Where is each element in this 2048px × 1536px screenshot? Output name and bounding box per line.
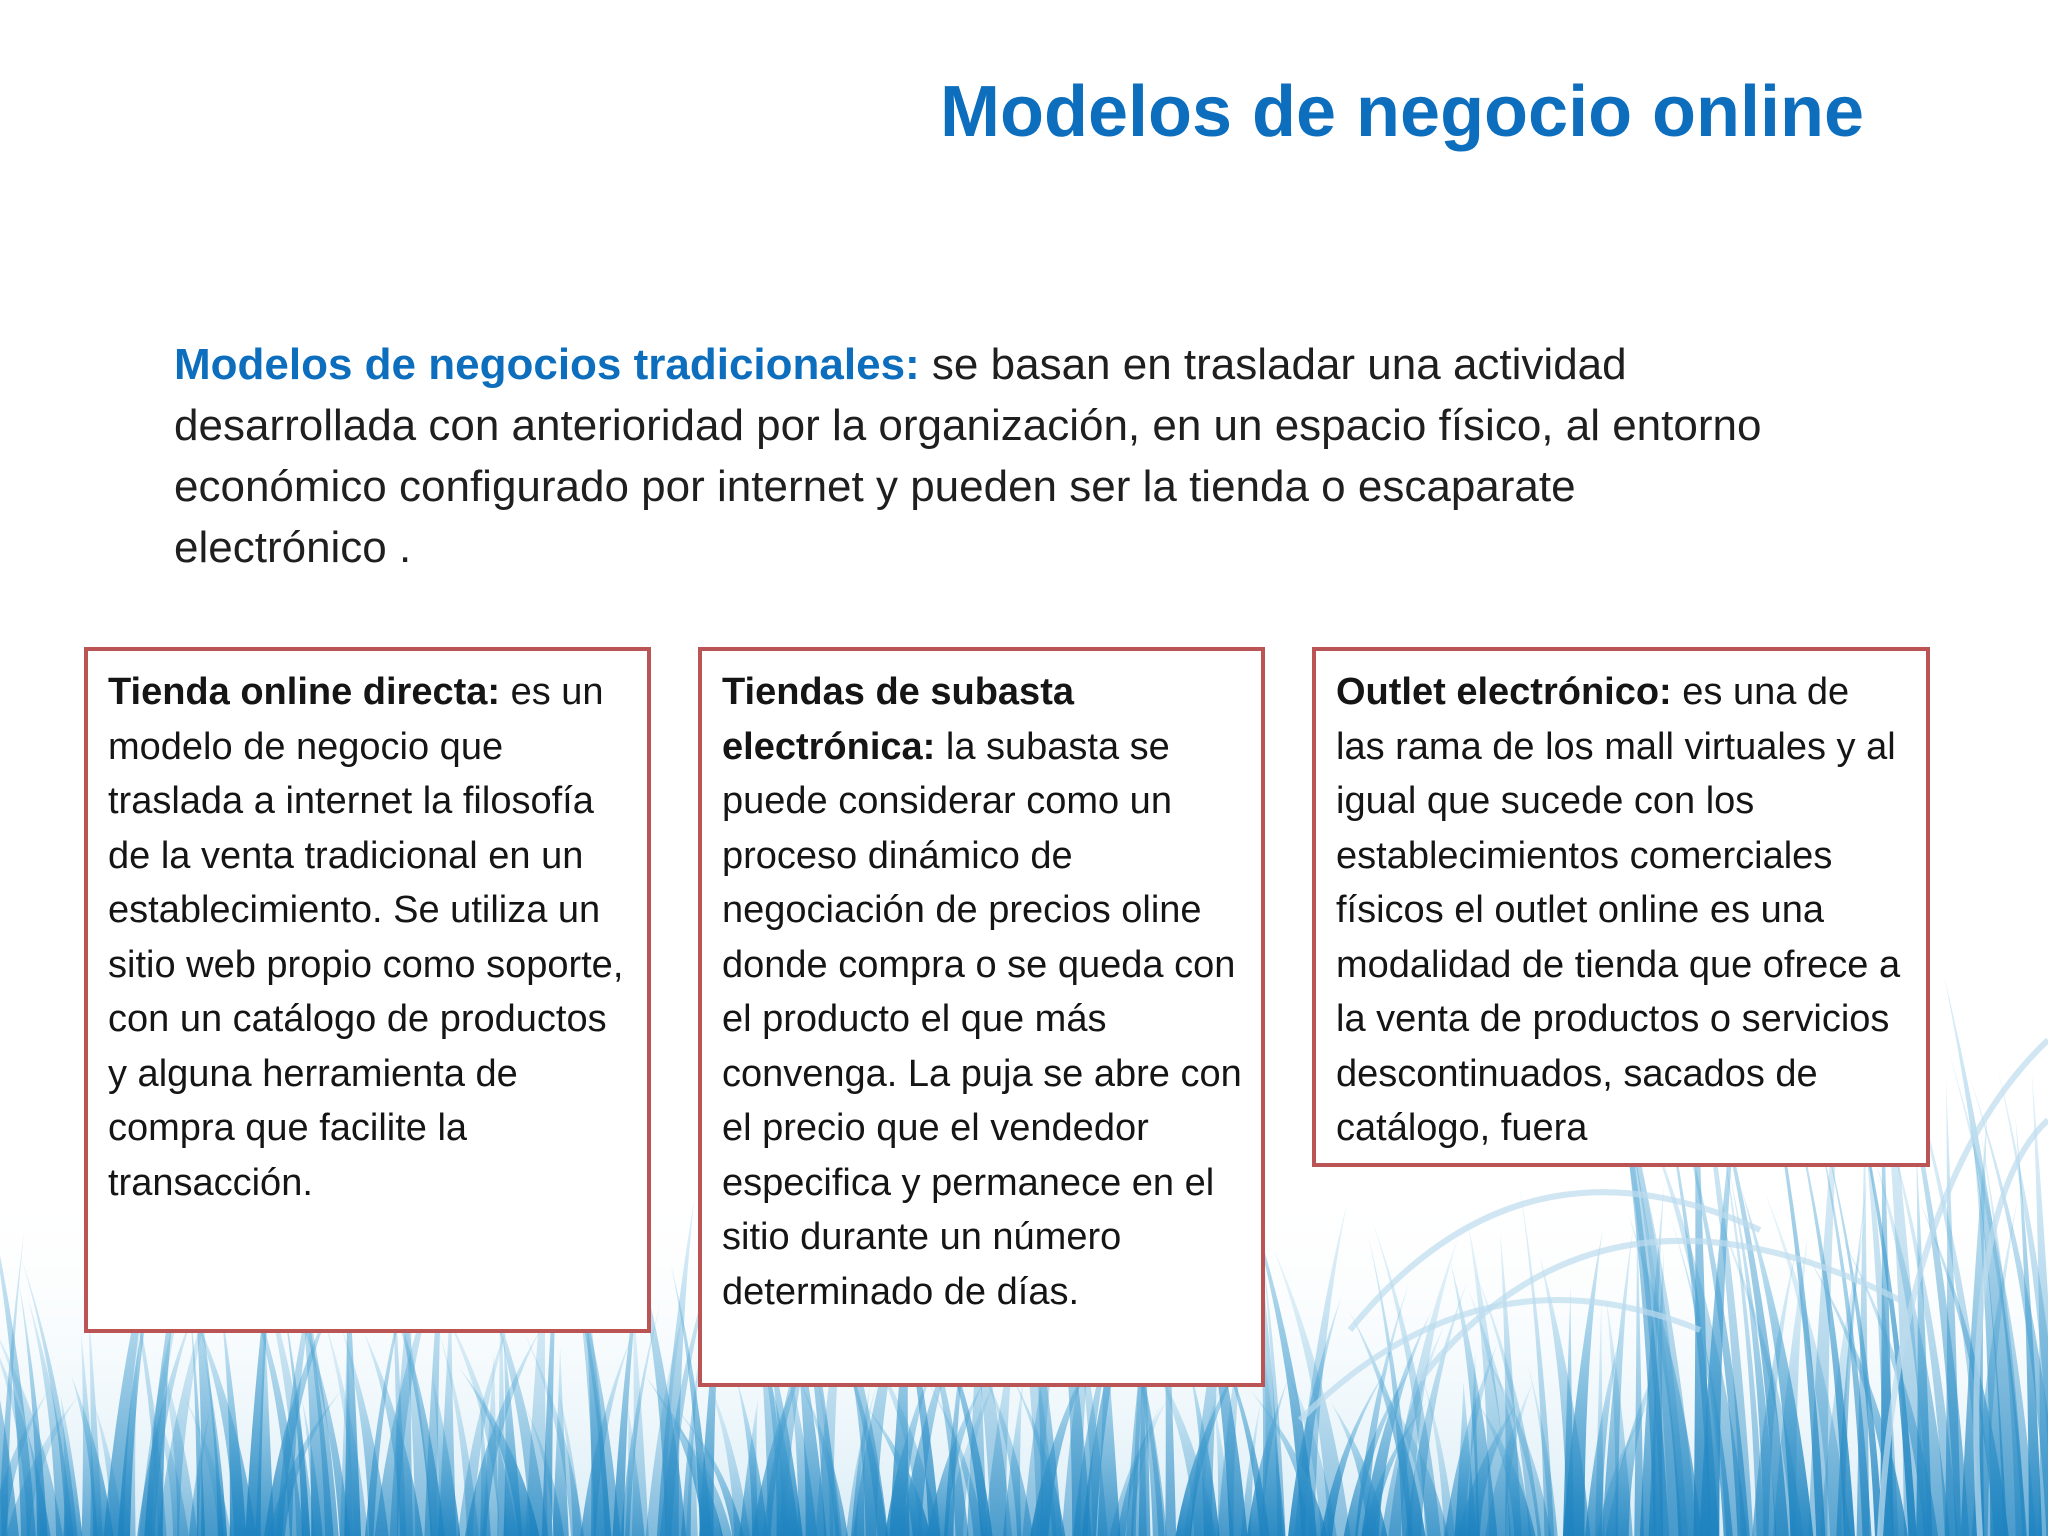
model-box-tienda-online-directa	[84, 647, 651, 1333]
model-box-tiendas-de-subasta	[698, 647, 1265, 1387]
box-term: Outlet electrónico:	[1336, 671, 1672, 713]
intro-lead-term: Modelos de negocios tradicionales:	[174, 340, 920, 389]
box-text: es una de las rama de los mall virtuales y al igual que sucede con los establecimientos comerciales físicos el outlet online es una modalidad de tienda que ofrece a la venta de productos o servicios descontinuados, sacados de catálogo, fuera	[1336, 671, 1901, 1149]
box-text: la subasta se puede considerar como un proceso dinámico de negociación de precios oline donde compra o se queda con el producto el que más convenga. La puja se abre con el precio que el vendedor especifica y permanece en el sitio durante un número determinado de días.	[722, 725, 1242, 1313]
intro-paragraph	[174, 334, 1774, 578]
intro-body-text: se basan en trasladar una actividad desarrollada con anterioridad por la organización, en un espacio físico, al entorno económico configurado por internet y pueden ser la tienda o escaparate electrónico .	[174, 340, 1762, 572]
model-box-outlet-electronico	[1312, 647, 1930, 1167]
box-text: es un modelo de negocio que traslada a internet la filosofía de la venta tradicional en un establecimiento. Se utiliza un sitio web propio como soporte, con un catálogo de productos y alguna herramienta de compra que facilite la transacción.	[108, 671, 624, 1204]
box-term: Tiendas de subasta electrónica:	[722, 671, 1074, 768]
box-term: Tienda online directa:	[108, 671, 501, 713]
slide-title: Modelos de negocio online	[940, 72, 1865, 152]
